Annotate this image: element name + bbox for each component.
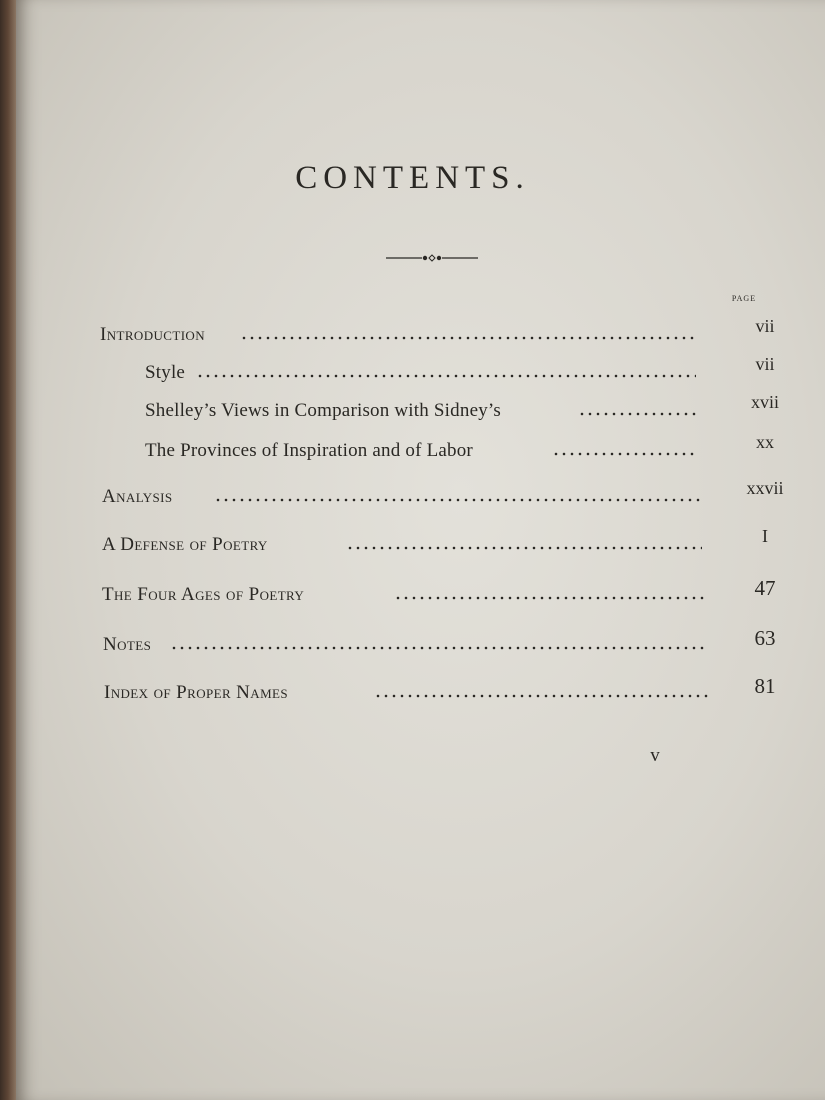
toc-page-number: 81	[754, 674, 776, 698]
toc-entry-notes[interactable]	[0, 626, 825, 660]
toc-entry-introduction[interactable]	[0, 316, 825, 350]
dot-leader	[346, 546, 702, 550]
toc-page-number: I	[762, 526, 768, 546]
toc-page-number: xx	[756, 432, 774, 452]
toc-entry-defense-of-poetry[interactable]	[0, 526, 825, 560]
dot-leader	[196, 374, 696, 378]
toc-page-number: vii	[755, 316, 775, 336]
toc-entry-four-ages-of-poetry[interactable]	[0, 576, 825, 610]
toc-page-number: xxvii	[746, 478, 784, 498]
toc-page-number: 47	[754, 576, 776, 600]
toc-entry-label: Notes	[103, 634, 152, 655]
ornament-divider-icon	[386, 252, 478, 264]
dot-leader	[394, 596, 706, 600]
toc-entry-analysis[interactable]	[0, 478, 825, 512]
toc-entry-index-of-proper-names[interactable]	[0, 674, 825, 708]
toc-page-number: vii	[755, 354, 775, 374]
page-column-header: page	[731, 290, 757, 304]
dot-leader	[214, 498, 700, 502]
dot-leader	[374, 694, 710, 698]
toc-entry-label: Style	[145, 362, 186, 383]
dot-leader	[578, 412, 698, 416]
contents-title: CONTENTS.	[295, 160, 530, 196]
toc-entry-label: Analysis	[102, 486, 173, 507]
toc-entry-label: Index of Proper Names	[104, 682, 289, 703]
toc-entry-label: A Defense of Poetry	[102, 534, 268, 555]
toc-page-number: xvii	[750, 392, 779, 412]
dot-leader	[240, 336, 695, 340]
dot-leader	[552, 452, 698, 456]
toc-page-number: 63	[754, 626, 776, 650]
toc-entry-style[interactable]	[0, 354, 825, 388]
toc-entry-provinces[interactable]	[0, 432, 825, 466]
toc-entry-label: The Four Ages of Poetry	[102, 584, 305, 605]
dot-leader	[170, 646, 708, 650]
toc-entry-label: The Provinces of Inspiration and of Labor	[145, 440, 473, 461]
toc-entry-label: Shelley’s Views in Comparison with Sidney’s	[145, 400, 501, 421]
toc-entry-shelleys-views[interactable]	[0, 392, 825, 426]
toc-entry-label: Introduction	[100, 324, 206, 345]
folio-page-number: v	[650, 745, 660, 766]
